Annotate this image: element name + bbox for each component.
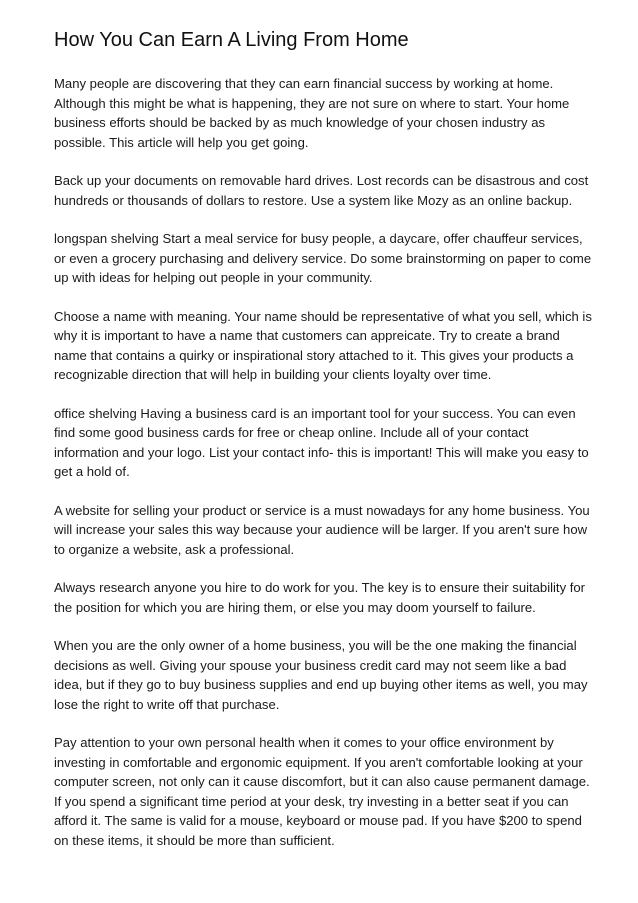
paragraph-research: Always research anyone you hire to do work for you. The key is to ensure their suitability for the position for which you are hiring them, or else you may doom yourself to failure.: [54, 580, 586, 615]
paragraph-name: Choose a name with meaning. Your name should be representative of what you sell, which is why it is important to have a name that customers can appreicate. Try to create a brand name that contains a quirky or inspirational story attached to it. This gives your products a recognizable direction that will help in building your clients loyalty over time.: [54, 308, 592, 382]
paragraph-backup: Back up your documents on removable hard drives. Lost records can be disastrous and cost hundreds or thousands of dollars to restore. Use a system like Mozy as an online backup.: [54, 173, 589, 208]
paragraph-website: A website for selling your product or service is a must nowadays for any home business. You will increase your sales this way because your audience will be larger. If you aren't sure how to organize a website, ask a professional.: [54, 502, 590, 557]
paragraph-health: Pay attention to your own personal health when it comes to your office environment by investing in comfortable and ergonomic equipment. If you aren't comfortable looking at your computer screen, not only can it cause discomfort, but it can also cause permanent damage. If you spend a significant time period at your desk, try investing in a better seat if you can afford it. The same is valid for a mouse, keyboard or mouse pad. If you have $200 to spend on these items, it should be more than sufficient.: [54, 735, 590, 848]
paragraph-intro: Many people are discovering that they can earn financial success by working at home. Although this might be what is happening, they are not sure on where to start. Your home business efforts should be backed by as much knowledge of your chosen industry as possible. This article will help you get going.: [54, 76, 570, 150]
paragraph-business-card: office shelving Having a business card is an important tool for your success. You can even find some good business cards for free or cheap online. Include all of your contact information and your logo. List your contact info- this is important! This will make you easy to get a hold of.: [54, 405, 589, 479]
document-title: How You Can Earn A Living From Home: [54, 29, 409, 51]
paragraph-finances: When you are the only owner of a home business, you will be the one making the financial decisions as well. Giving your spouse your business credit card may not seem like a bad idea, but if they go to buy business supplies and end up buying other items as well, you may lose the right to write off that purchase.: [54, 638, 588, 712]
document-page: [54, 28, 594, 869]
paragraph-services: longspan shelving Start a meal service for busy people, a daycare, offer chauffeur services, or even a grocery purchasing and delivery service. Do some brainstorming on paper to come up with ideas for helping out people in your community.: [54, 231, 592, 285]
